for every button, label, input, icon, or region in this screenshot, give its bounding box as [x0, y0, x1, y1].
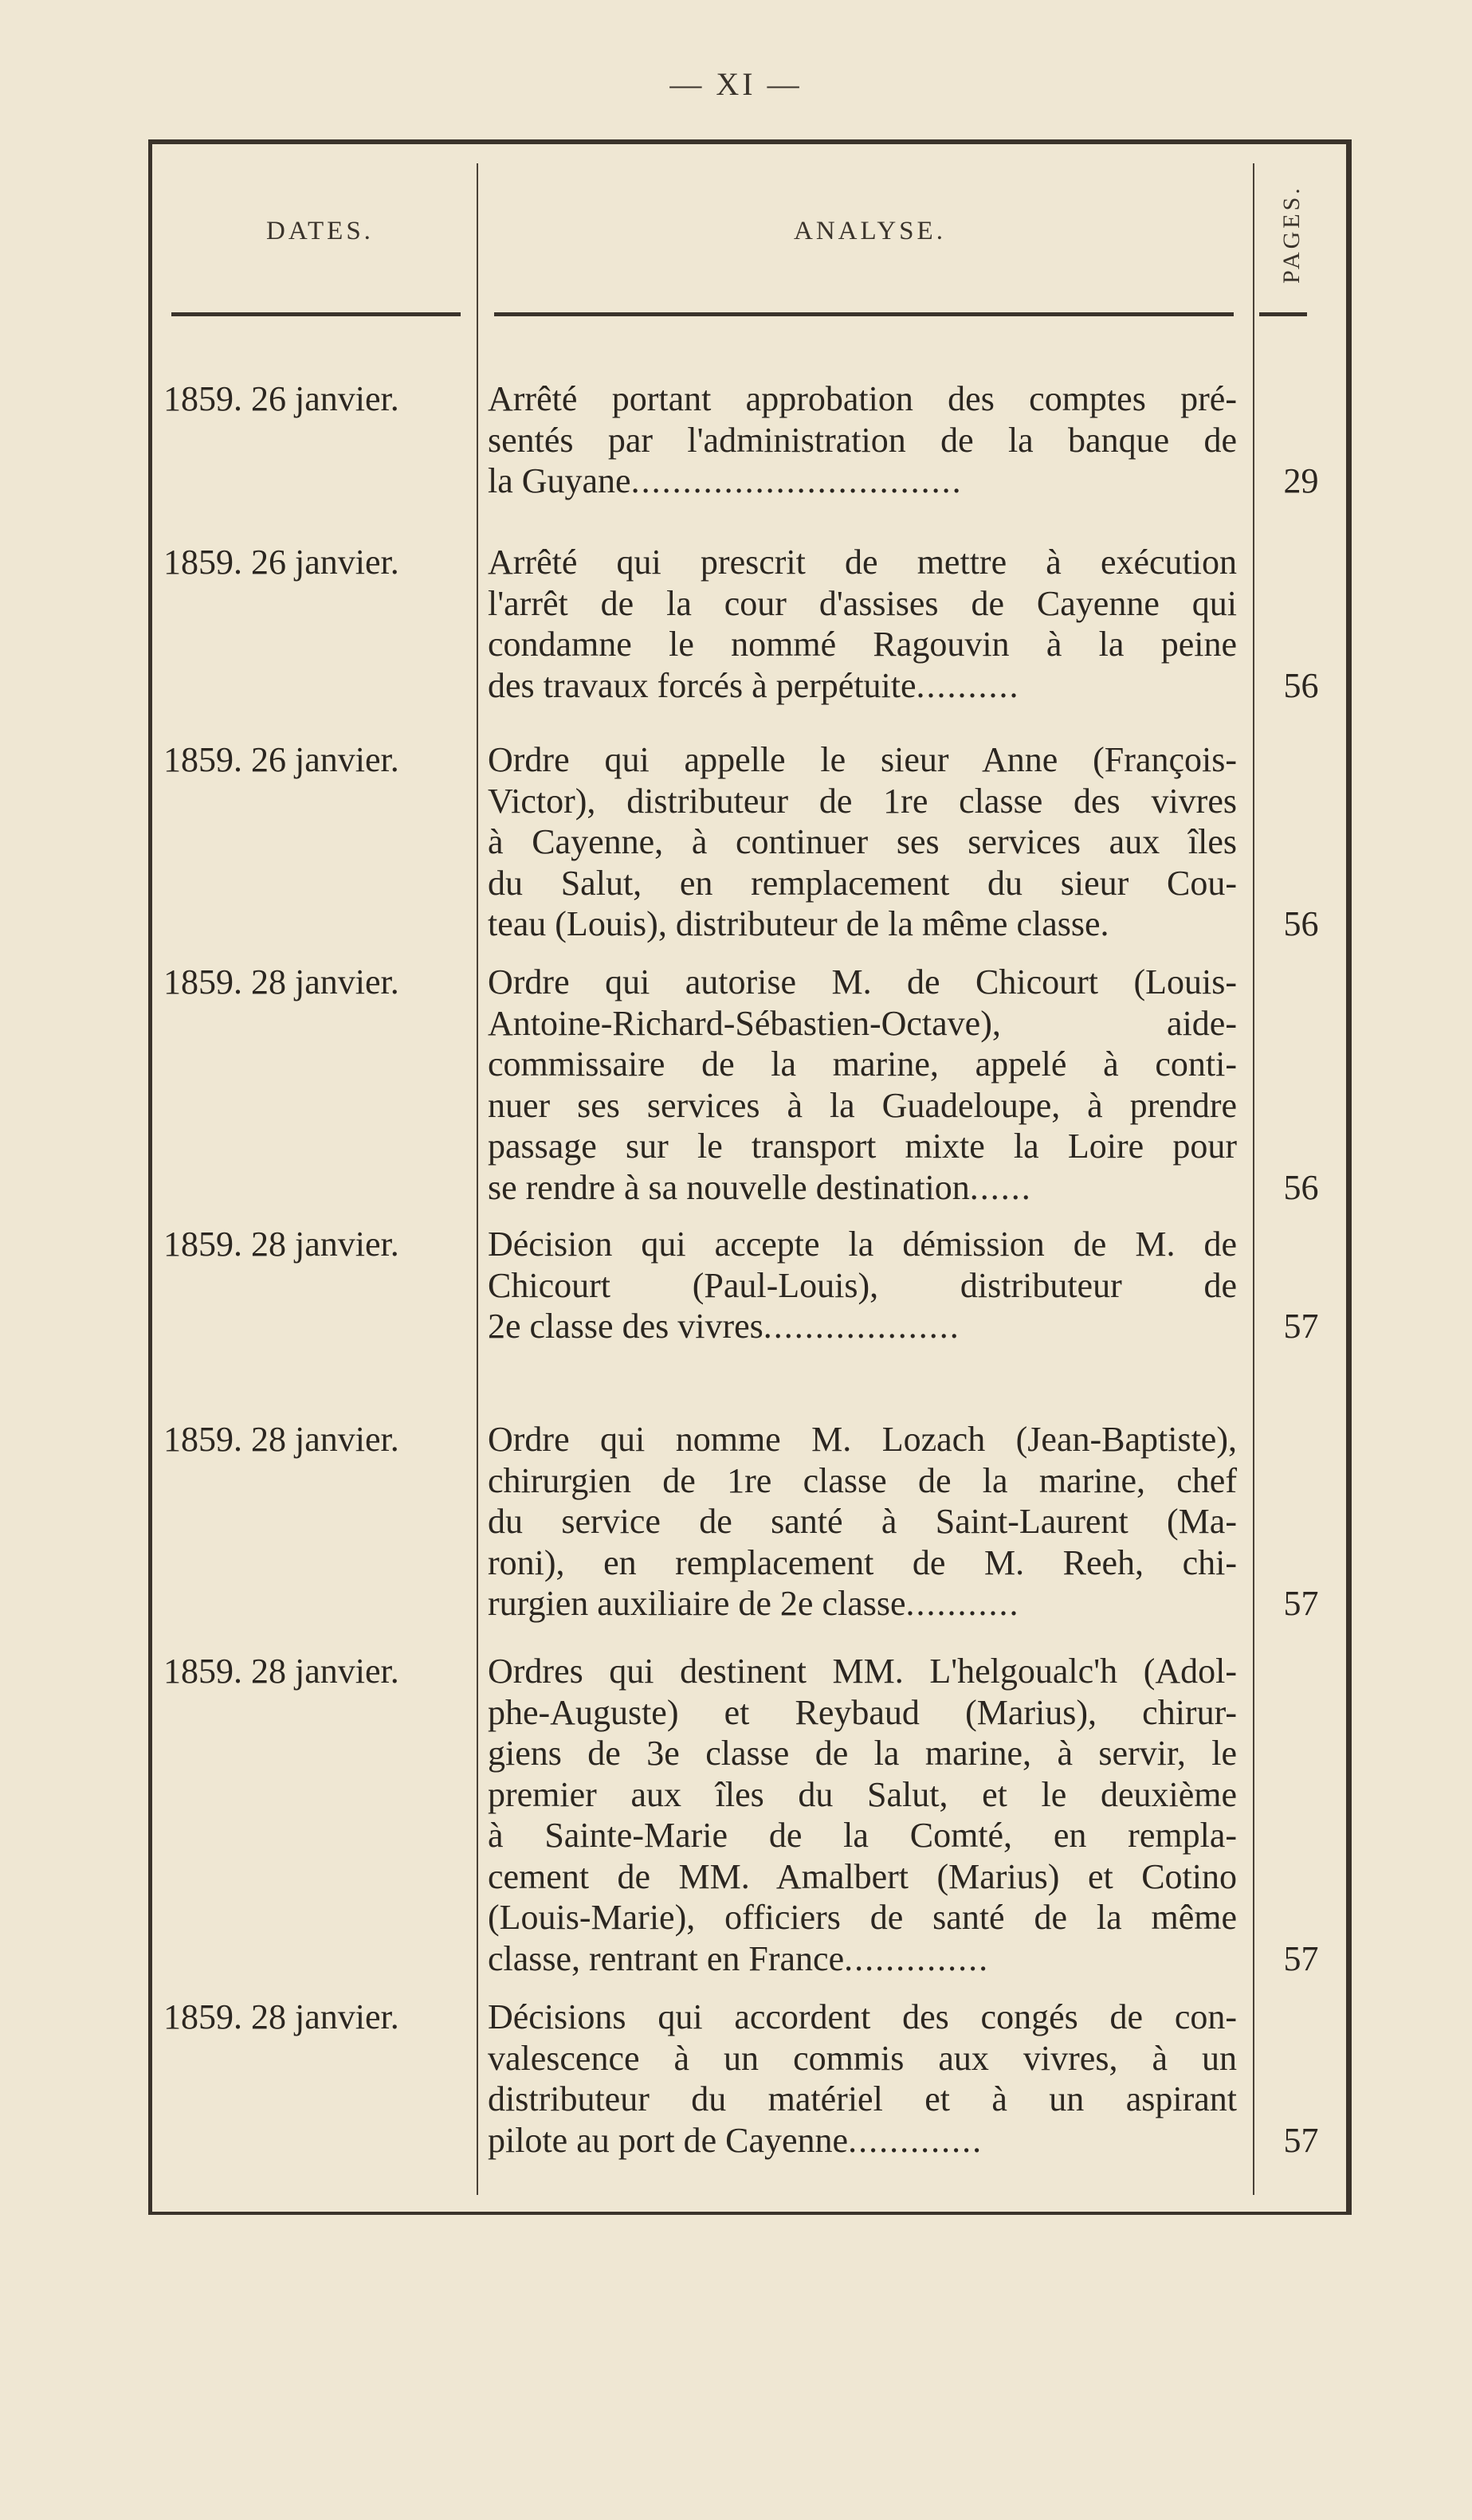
analysis-last-text: rurgien auxiliaire de 2e classe	[488, 1584, 906, 1623]
entry-page-number: 29	[1283, 461, 1319, 500]
leader-dots: .............	[848, 2120, 983, 2160]
analysis-line: l'arrêt de la cour d'assises de Cayenne qui	[488, 583, 1237, 623]
analysis-last-text: se rendre à sa nouvelle destination	[488, 1167, 970, 1207]
analysis-line: (Louis-Marie), officiers de santé de la même	[488, 1898, 1237, 1937]
entry-page-number: 56	[1283, 1167, 1319, 1207]
analysis-line: phe-Auguste) et Reybaud (Marius), chirur-	[488, 1692, 1237, 1732]
analysis-line: Antoine-Richard-Sébastien-Octave), aide-	[488, 1003, 1237, 1043]
leader-dots: ................................	[630, 461, 963, 500]
entry-date: 1859. 28 janvier.	[163, 1420, 399, 1459]
leader-dots: ..............	[844, 1938, 990, 1978]
analysis-last-line	[488, 460, 1237, 502]
analysis-last-line	[488, 1583, 1237, 1624]
entry-page-number: 57	[1283, 1584, 1319, 1623]
analysis-line: Décisions qui accordent des congés de con-	[488, 1997, 1237, 2036]
entry-analysis	[488, 378, 1237, 502]
analysis-line: distributeur du matériel et à un aspirant	[488, 2079, 1237, 2118]
analysis-line: Victor), distributeur de 1re classe des vivres	[488, 781, 1237, 821]
entry-page-number: 56	[1283, 904, 1319, 943]
entry-analysis	[488, 1224, 1237, 1347]
header-dates: DATES.	[266, 217, 374, 245]
entry-analysis	[488, 1997, 1237, 2161]
analysis-line: giens de 3e classe de la marine, à servir, le	[488, 1734, 1237, 1773]
analysis-line: chirurgien de 1re classe de la marine, chef	[488, 1460, 1237, 1500]
entry-date: 1859. 28 janvier.	[163, 1225, 399, 1264]
analysis-last-line	[488, 1938, 1237, 1980]
entry-date: 1859. 26 janvier.	[163, 543, 399, 582]
analysis-line: cement de MM. Amalbert (Marius) et Cotino	[488, 1856, 1237, 1896]
leader-dots: ..........	[916, 665, 1020, 705]
entry-page-number: 57	[1283, 1938, 1319, 1978]
analysis-line: Ordre qui autorise M. de Chicourt (Louis-	[488, 962, 1237, 1001]
entry-analysis	[488, 739, 1237, 945]
analysis-line: commissaire de la marine, appelé à conti-	[488, 1044, 1237, 1084]
leader-dots: ...........	[905, 1584, 1020, 1623]
analysis-last-text: la Guyane	[488, 461, 631, 500]
analysis-line: sentés par l'administration de la banque de	[488, 420, 1237, 460]
analysis-last-line	[488, 1167, 1237, 1209]
analysis-last-text: pilote au port de Cayenne	[488, 2120, 849, 2160]
entry-date: 1859. 28 janvier.	[163, 1997, 399, 2036]
analysis-line: nuer ses services à la Guadeloupe, à prendre	[488, 1085, 1237, 1125]
entry-page-number: 57	[1283, 1307, 1319, 1346]
entry-analysis	[488, 542, 1237, 706]
analysis-last-line	[488, 1306, 1237, 1347]
analysis-last-line	[488, 903, 1237, 945]
leader-dots: ......	[969, 1167, 1032, 1207]
entry-page-number: 56	[1283, 665, 1319, 705]
entry-analysis	[488, 962, 1237, 1208]
analysis-line: condamne le nommé Ragouvin à la peine	[488, 625, 1237, 664]
analysis-line: Décision qui accepte la démission de M. de	[488, 1225, 1237, 1264]
entry-date: 1859. 28 janvier.	[163, 962, 399, 1001]
analysis-last-text: 2e classe des vivres	[488, 1307, 763, 1346]
analysis-line: à Sainte-Marie de la Comté, en rempla-	[488, 1816, 1237, 1855]
analysis-line: du Salut, en remplacement du sieur Cou-	[488, 863, 1237, 903]
header-rule-analyse	[494, 312, 1234, 316]
header-pages: PAGES.	[1278, 185, 1305, 284]
analysis-line: du service de santé à Saint-Laurent (Ma-	[488, 1502, 1237, 1541]
analysis-line: Ordres qui destinent MM. L'helgoualc'h (Adol-	[488, 1652, 1237, 1691]
analysis-last-line	[488, 2120, 1237, 2161]
entry-analysis	[488, 1419, 1237, 1624]
analysis-last-line	[488, 665, 1237, 707]
entry-page-number: 57	[1283, 2120, 1319, 2160]
analysis-line: Chicourt (Paul-Louis), distributeur de	[488, 1265, 1237, 1305]
header-rule-dates	[171, 312, 461, 316]
analysis-line: Arrêté portant approbation des comptes pré-	[488, 379, 1237, 418]
analysis-line: Ordre qui appelle le sieur Anne (François-	[488, 740, 1237, 779]
analysis-line: à Cayenne, à continuer ses services aux îles	[488, 822, 1237, 861]
entry-date: 1859. 26 janvier.	[163, 740, 399, 779]
column-divider-pages	[1253, 163, 1254, 2195]
analysis-last-text: classe, rentrant en France	[488, 1938, 845, 1978]
entry-date: 1859. 28 janvier.	[163, 1652, 399, 1691]
analysis-line: Arrêté qui prescrit de mettre à exécution	[488, 543, 1237, 582]
entry-analysis	[488, 1651, 1237, 1979]
page-number: — XI —	[669, 66, 803, 102]
header-analyse: ANALYSE.	[794, 217, 946, 245]
analysis-line: valescence à un commis aux vivres, à un	[488, 2038, 1237, 2078]
column-divider-dates	[477, 163, 478, 2195]
leader-dots: ...................	[763, 1307, 960, 1346]
header-rule-pages	[1259, 312, 1307, 316]
analysis-line: passage sur le transport mixte la Loire pour	[488, 1127, 1237, 1166]
analysis-last-text: teau (Louis), distributeur de la même classe.	[488, 904, 1109, 943]
entry-date: 1859. 26 janvier.	[163, 379, 399, 418]
analysis-line: premier aux îles du Salut, et le deuxième	[488, 1774, 1237, 1814]
analysis-last-text: des travaux forcés à perpétuite	[488, 665, 917, 705]
analysis-line: Ordre qui nomme M. Lozach (Jean-Baptiste),	[488, 1420, 1237, 1459]
analysis-line: roni), en remplacement de M. Reeh, chi-	[488, 1542, 1237, 1582]
